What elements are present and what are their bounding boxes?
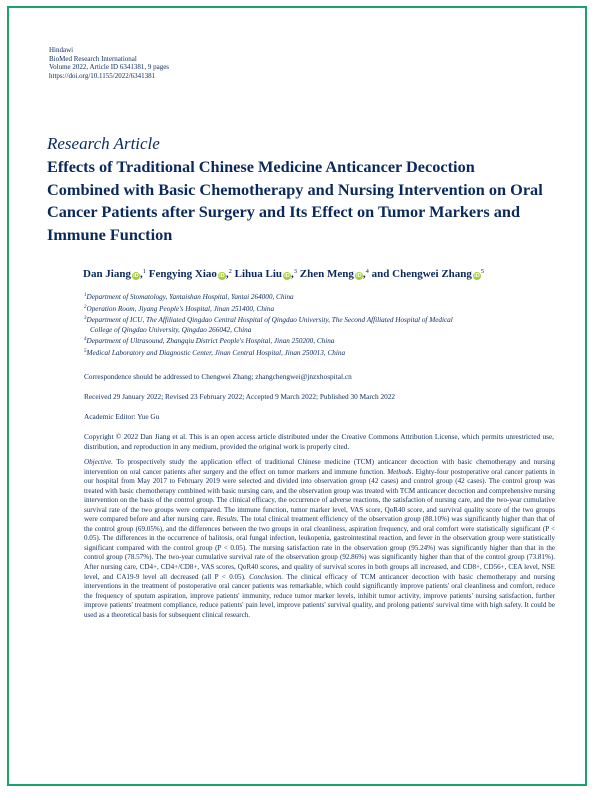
affiliation: $^5$Medical Laboratory and Diagnostic Center, Jinan Central Hospital, Jinan 250013, China xyxy=(84,348,346,357)
journal-header xyxy=(49,46,169,80)
volume-info: Volume 2022, Article ID 6341381, 9 pages xyxy=(49,63,170,71)
academic-editor: Academic Editor: Yue Gu xyxy=(84,412,160,421)
affiliation: $^3$Department of ICU, The Affiliated Qingdao Central Hospital of Qingdao University, The Second Affiliated Hospital of Medical xyxy=(84,316,453,325)
abstract-results-label: Results. xyxy=(216,515,239,524)
author-name[interactable]: Zhen Meng xyxy=(299,268,354,280)
affiliations xyxy=(84,291,554,359)
article-page xyxy=(7,6,587,786)
orcid-icon[interactable]: iD xyxy=(356,273,362,279)
abstract-conclusion: The clinical efficacy of TCM anticancer decoction with basic chemotherapy and nursing interventions in the treatment of postoperative oral cancer patients was remarkable, which could significantly improve patients' oral cleanliness and comfort, reduce the frequency of sputum aspiration, improve patients' immunity, reduce tumor marker levels, inhibit tumor activity, improve patients' nursing satisfaction, further improve patients' treatment compliance, reduce patients' pain level, improve patients' survival quality, and prolong patients' survival time with high safety. It could be used as a theoretical basis for subsequent clinical research. xyxy=(84,572,555,619)
author-name[interactable]: Fengying Xiao xyxy=(148,268,217,280)
author-name[interactable]: Lihua Liu xyxy=(234,268,283,280)
abstract-methods: Eighty-four postoperative oral cancer patients in our hospital from May 2017 to February 2019 were selected and divided into observation group (42 cases) and control group (42 cases). The control group was treated with basic chemotherapy combined with basic nursing care, and the observation group was treated with TCM anticancer decoction and comprehensive nursing intervention on the basis of the control group. The clinical efficacy, the occurrence of adverse reactions, the satisfaction of nursing care, and the two-year cumulative survival rate of the two groups were compared. The immune function, tumor marker level, VAS score, QoR40 score, and survival quality score of the two groups were compared before and after nursing care. xyxy=(84,467,555,524)
doi-link[interactable]: https://doi.org/10.1155/2022/6341381 xyxy=(49,71,156,80)
author-name[interactable]: Dan Jiang xyxy=(83,268,131,280)
correspondence: Correspondence should be addressed to Chengwei Zhang; zhangchengwei@jnzxhospital.cn xyxy=(84,372,352,381)
abstract xyxy=(84,458,555,620)
author-affil-number: 5 xyxy=(480,268,485,275)
abstract-methods-label: Methods. xyxy=(387,467,414,476)
orcid-icon[interactable]: iD xyxy=(284,273,290,279)
author-affil-number: 2 xyxy=(228,268,232,275)
journal-name: BioMed Research International xyxy=(49,54,137,63)
affiliation: $^1$Department of Stomatology, Yantaishan Hospital, Yantai 264000, China xyxy=(84,293,294,301)
abstract-objective: To prospectively study the application effect of traditional Chinese medicine (TCM) anticancer decoction with basic chemotherapy and nursing intervention on oral cancer patients after surgery and the effect on tumor markers and immune function. xyxy=(84,458,555,476)
abstract-objective-label: Objective. xyxy=(84,458,113,466)
publication-dates: Received 29 January 2022; Revised 23 February 2022; Accepted 9 March 2022; Published 30 March 2022 xyxy=(84,392,396,401)
orcid-icon[interactable]: iD xyxy=(474,273,480,279)
article-title: Effects of Traditional Chinese Medicine Anticancer Decoction Combined with Basic Chemotherapy and Nursing Intervention on Oral Cancer Patients after Surgery and Its Effect on Tumor Markers and Immune Function xyxy=(47,157,543,244)
affiliation-continued: College of Qingdao University, Qingdao 266042, China xyxy=(90,325,252,334)
copyright-notice: Copyright © 2022 Dan Jiang et al. This is an open access article distributed under the Creative Commons Attribution License, which permits unrestricted use, distribution, and reproduction in any medium, provided the original work is properly cited. xyxy=(84,432,554,452)
affiliation: $^4$Department of Ultrasound, Zhangqiu District People's Hospital, Jinan 250200, China xyxy=(84,337,335,346)
author-affil-number: 3 xyxy=(293,268,298,275)
author-name[interactable]: Chengwei Zhang xyxy=(392,268,472,280)
article-type: Research Article xyxy=(47,134,160,153)
affiliation: $^2$Operation Room, Jiyang People's Hospital, Jinan 251400, China xyxy=(84,304,275,313)
orcid-icon[interactable]: iD xyxy=(219,273,225,279)
abstract-conclusion-label: Conclusion. xyxy=(249,572,284,581)
author-affil-number: 4 xyxy=(365,268,369,275)
publisher-name: Hindawi xyxy=(49,46,74,54)
abstract-results: The total clinical treatment efficiency of the observation group (88.10%) was significantly higher than that of the control group (69.05%), and the differences between the two groups in oral cleanliness, aspiration frequency, and oral comfort were statistically significant (P < 0.05). The differences in the occurrence of halitosis, oral fungal infection, leukopenia, gastrointestinal reaction, and fever in the observation group were statistically significant compared with the control group (P < 0.05). The nursing satisfaction rate in the observation group (95.24%) was significantly higher than that in the control group (78.57%). The two-year cumulative survival rate of the observation group (92.86%) was significantly higher than that of the control group (73.81%). After nursing care, CD4+, CD4+/CD8+, VAS scores, QoR40 scores, and quality of survival scores in both groups all increased, and CD8+, CD56+, CEA level, NSE level, and CA19-9 level all decreased (all P < 0.05). xyxy=(84,515,555,581)
author-affil-number: 1 xyxy=(142,268,146,275)
author-list: Dan Jiang iD,$^1$ Fengying Xiao iD,$^2$ Lihua Liu iD,$^3$ Zhen Meng iD,$^4$ and Chengwei Zhang $iD^5$ xyxy=(83,268,485,280)
orcid-icon[interactable]: iD xyxy=(133,273,139,279)
